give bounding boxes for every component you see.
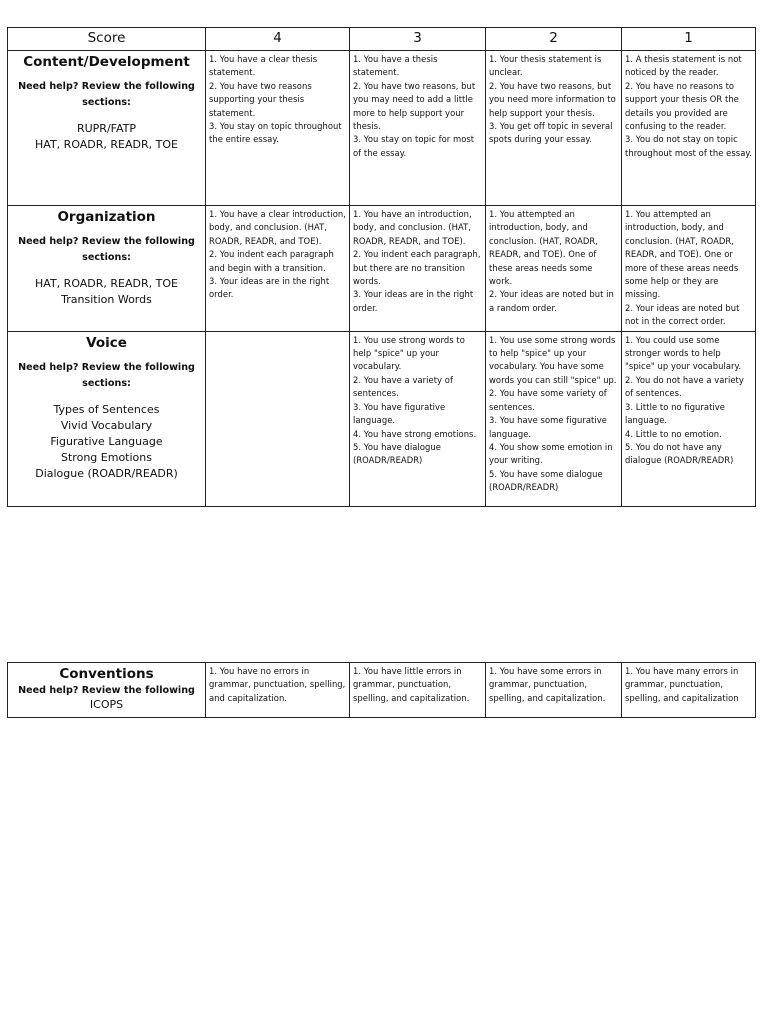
score-level-4: 4 [206,28,350,51]
descriptor-line: 3. You get off topic in several spots during your essay. [489,121,613,145]
section-item: Dialogue (ROADR/READR) [35,466,178,480]
section-item: Strong Emotions [61,450,152,464]
section-item: Vivid Vocabulary [60,418,153,432]
descriptor-line: 3. You stay on topic throughout the entire essay. [209,121,342,145]
descriptor-line: 1. You have many errors in grammar, punctuation, spelling, and capitalization [625,666,739,703]
descriptor-line: 1. You have no errors in grammar, punctuation, spelling, and capitalization. [209,666,346,703]
descriptor-line: 1. You use some strong words to help "spice" up your vocabulary. You have some words you can still "spice" up. [489,334,617,385]
descriptor-line: 3. Your ideas are in the right order. [209,276,330,300]
section-item: RUPR/FATP [76,122,137,135]
descriptor-line: 2. You have two reasons, but you may need to add a little more to help support your thesis. [353,80,476,132]
section-item: HAT, ROADR, READR, TOE [35,277,178,290]
descriptor-line: 3. You stay on topic for most of the essay. [353,134,475,158]
section-item: Types of Sentences [53,402,160,416]
descriptor-line: 1. You attempted an introduction, body, and conclusion. (HAT, ROADR, READR, and TOE). One of these areas needs some work. [489,209,598,287]
help-text: Need help? Review the following sections: [18,81,195,108]
descriptor-line: 2. You have two reasons, but you need more information to help support your thesis. [489,80,616,118]
section-list [11,276,202,308]
category-title: Voice [86,334,127,351]
descriptor-line: 4. You have strong emotions. [353,428,477,439]
descriptor-line: 5. You have some dialogue (ROADR/READR) [489,468,603,493]
rubric-row-conventions [8,663,756,718]
descriptor-line: 5. You have dialogue (ROADR/READR) [353,441,441,466]
category-title: Content/Development [23,54,190,70]
descriptor-line: 1. You have an introduction, body, and conclusion. (HAT, ROADR, READR, and TOE). [353,209,472,246]
descriptor-line: 2. Your ideas are noted but not in the correct order. [625,302,740,327]
descriptor-line: 5. You do not have any dialogue (ROADR/READR) [625,441,734,466]
descriptor-cell-score-1 [622,51,756,206]
rubric-row-voice [8,331,756,506]
help-text: Need help? Review the following sections: [18,361,195,389]
descriptor-line: 3. Little to no figurative language. [625,401,726,426]
descriptor-line: 2. You have two reasons supporting your thesis statement. [209,80,312,118]
rubric-table [7,27,756,507]
descriptor-line: 2. You have a variety of sentences. [353,374,453,399]
descriptor-cell-score-3 [350,663,486,718]
descriptor-cell-score-3 [350,206,486,332]
descriptor-line: 1. You have a thesis statement. [353,54,438,78]
descriptor-line: 3. Your ideas are in the right order. [353,289,474,313]
descriptor-cell-score-4 [206,51,350,206]
score-header-row [8,28,756,51]
descriptor-cell-score-3 [350,51,486,206]
category-cell [8,663,206,718]
section-list [11,121,202,153]
descriptor-cell-score-1 [622,331,756,506]
descriptor-line: 3. You have figurative language. [353,401,446,426]
descriptor-cell-score-4 [206,663,350,718]
descriptor-line: 1. You have a clear introduction, body, and conclusion. (HAT, ROADR, READR, and TOE). [209,209,346,246]
score-level-3: 3 [350,28,486,51]
descriptor-line: 1. You attempted an introduction, body, and conclusion. (HAT, ROADR, READR, and TOE). One or more of these areas needs some help or they are missing. [625,209,739,300]
conventions-table [7,662,756,718]
descriptor-line: 2. You indent each paragraph and begin with a transition. [209,249,334,273]
descriptor-line: 1. A thesis statement is not noticed by the reader. [625,54,742,78]
score-level-1: 1 [622,28,756,51]
descriptor-cell-score-1 [622,206,756,332]
descriptor-line: 1. You use strong words to help "spice" up your vocabulary. [353,334,465,372]
descriptor-line: 2. You have some variety of sentences. [489,388,607,412]
descriptor-line: 4. Little to no emotion. [625,428,722,439]
descriptor-line: 1. You have little errors in grammar, punctuation, spelling, and capitalization. [353,666,470,703]
descriptor-cell-score-1 [622,663,756,718]
help-text: Need help? Review the following sections: [18,236,195,263]
category-cell [8,51,206,206]
score-header: Score [8,28,206,51]
descriptor-cell-score-3 [350,331,486,506]
descriptor-line: 4. You show some emotion in your writing. [489,441,613,466]
descriptor-line: 2. You do not have a variety of sentences. [625,374,744,399]
descriptor-line: 2. You have no reasons to support your thesis OR the details you provided are confusing to the reader. [625,80,739,132]
descriptor-line: 1. Your thesis statement is unclear. [489,54,602,78]
descriptor-cell-score-4 [206,331,350,506]
section-item: Transition Words [61,293,152,306]
rubric-row-content-development [8,51,756,206]
section-item: HAT, ROADR, READR, TOE [35,138,178,151]
section-list [11,698,202,712]
descriptor-line: 3. You have some figurative language. [489,415,607,439]
descriptor-line: 1. You could use some stronger words to help "spice" up your vocabulary. [625,334,742,372]
descriptor-cell-score-2 [486,51,622,206]
section-list [11,402,202,482]
help-text: Need help? Review the following [18,685,195,696]
category-cell [8,331,206,506]
rubric-row-organization [8,206,756,332]
section-item: Figurative Language [50,434,163,448]
category-title: Conventions [59,666,154,682]
category-title: Organization [57,209,156,225]
descriptor-cell-score-2 [486,331,622,506]
descriptor-line: 3. You do not stay on topic throughout most of the essay. [625,134,752,158]
descriptor-line: 2. Your ideas are noted but in a random order. [489,289,614,313]
descriptor-line: 2. You indent each paragraph, but there are no transition words. [353,249,481,287]
descriptor-line: 1. You have a clear thesis statement. [209,54,318,78]
category-cell [8,206,206,332]
descriptor-cell-score-2 [486,663,622,718]
score-level-2: 2 [486,28,622,51]
descriptor-line: 1. You have some errors in grammar, punctuation, spelling, and capitalization. [489,666,606,703]
descriptor-cell-score-4 [206,206,350,332]
descriptor-cell-score-2 [486,206,622,332]
section-item: ICOPS [89,698,124,711]
